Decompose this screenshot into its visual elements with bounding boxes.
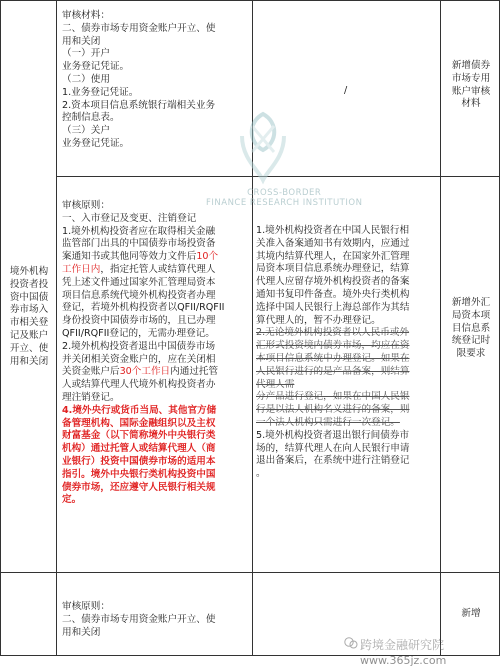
text-line: 审核原则： [62,601,110,612]
text-run: 审核原则： [62,200,110,211]
text-line: 用和关闭 [9,355,49,367]
col-border-left [0,0,1,656]
text-run: 项目信息系统代境外机构投资者办理 [62,289,216,301]
text-run: 监管部门出具的中国债券市场投资备 [62,238,216,250]
text-line: 用和关闭 [62,35,101,47]
row3-review-principles-cell [62,601,250,639]
text-line [256,225,438,238]
watermark-line1: CROSS-BORDER [247,188,322,198]
text-line [62,443,250,456]
col-divider-1 [56,0,57,656]
text-run: 机构）通过托管人或结算代理人（商 [62,443,216,455]
text-run: 财富基金（以下简称境外中央银行类 [62,430,216,442]
text-line [256,251,438,264]
text-line [256,289,438,302]
text-run: ，指定托管人或结算代理人 [100,263,216,275]
text-line: （二）使用 [62,73,110,85]
text-line [62,418,250,431]
text-line [256,276,438,289]
text-line: 1.业务登记凭证。 [62,86,139,98]
col-divider-3 [440,0,441,656]
text-run: 关准入备案通知书有效期内，应通过 [256,237,410,249]
text-line [256,238,438,251]
text-line [62,290,250,303]
text-run: 1.境外机构投资者应在取得相关金融 [62,225,216,237]
text-line [62,354,250,367]
row1-remark-cell [444,60,498,111]
row1-empty-mark: / [344,85,348,96]
text-run: 局资本项目信息系统办理登记，结算 [256,263,410,275]
text-line [256,468,438,481]
text-line [62,200,250,213]
text-line: 账户审核 [451,85,491,97]
row1-review-materials-cell [62,10,250,151]
text-line [62,341,250,354]
text-line [62,482,250,495]
text-line: 材料 [461,98,481,110]
text-run: 10个 [196,251,219,263]
text-line: 业务登记凭证。 [62,137,130,149]
text-line: 2.资本项目信息系统银行端相关业务 [62,99,216,111]
text-run: 人民银行进行的是产品备案，则结算 [256,365,410,377]
text-run: 5.境外机构投资者退出银行间债券市 [256,429,410,441]
row-divider-2 [0,572,500,573]
row2-remark-cell [444,297,498,361]
text-run: 算代理人的，暂不办理登记。 [256,314,381,326]
text-line [256,327,438,340]
text-line [256,417,438,430]
text-line [256,443,438,456]
text-run: 。 [256,468,266,480]
text-line [62,213,250,226]
text-run: 代理人应留存境外机构投资者的备案 [256,276,410,288]
text-run: 一个法人机构只需进行一次登记。 [256,416,400,428]
text-line [62,456,250,469]
text-line: （三）关户 [62,125,110,137]
text-run: 指引。境外中央银行类机构投资中国 [62,468,216,480]
text-line: 券市场入 [9,304,49,316]
text-run: 人或结算代理人代境外机构投资者办 [62,379,216,391]
text-line [256,315,438,328]
text-line [62,405,250,418]
text-line: 限要求 [456,348,486,360]
text-run: 30个工作日 [119,366,171,378]
text-line [62,430,250,443]
text-line [62,264,250,277]
text-line: 用和关闭 [62,626,101,638]
text-run: 备管理机构、国际金融组织以及主权 [62,417,216,429]
text-line: 目信息系 [451,322,491,334]
text-line: 控制信息表。 [62,112,120,124]
text-run: 退出备案后，在系统中进行注销登记 [256,455,410,467]
row2-review-principles-cell [62,200,250,507]
text-run: 通知书复印件备查。境外央行类机构 [256,288,410,300]
text-run: 汇形式投资境内债券市场，均应在资 [256,340,410,352]
watermark-bottom [360,636,500,667]
text-run: 代理人需 [256,378,295,390]
text-line [256,340,438,353]
text-run: 债券市场，还应遵守人民银行相关规 [62,481,216,493]
text-line [256,404,438,417]
watermark-bottom-text: 跨境金融研究院 [360,638,445,652]
watermark-line2: FINANCE RESEARCH INSTITUTION [206,198,363,208]
text-line: （一）开户 [62,48,110,60]
text-line: 境外机构 [9,266,49,277]
text-line [62,251,250,264]
text-run: 并关闭相关资金账户的，应在关闭相 [62,353,216,365]
row3-remark-cell [444,608,498,621]
text-run: 1.境外机构投资者在中国人民银行相 [256,225,410,236]
text-run: 关资金账户后 [62,366,120,378]
text-line: 记及账户 [9,329,49,341]
text-line [62,226,250,239]
text-line [256,366,438,379]
text-run: 一、入市登记及变更、注销登记 [62,212,197,224]
text-line [62,366,250,379]
text-run: 定。 [62,494,82,506]
text-line: 市相关登 [9,317,49,329]
text-run: 身份投资中国债券市场的，且已办理 [62,315,216,327]
text-line [62,302,250,315]
text-line [256,379,438,392]
text-line: 新增债券 [451,60,491,71]
text-line [256,430,438,443]
text-line: 统登记时 [451,335,491,347]
text-run: 2.无论境外机构投资者以人民币或外 [256,327,410,339]
text-line [256,302,438,315]
text-run: 场的，结算代理人在向人民银行申请 [256,442,410,454]
text-line [62,277,250,290]
text-run: 4.境外央行或货币当局、其他官方储 [62,404,217,416]
text-line [62,494,250,507]
text-line [62,379,250,392]
text-run: 理注销登记。 [62,391,120,403]
text-line [256,455,438,468]
text-run: 登记，若境外机构投资者以QFII/RQFII [62,302,225,314]
text-line [62,238,250,251]
text-run: 本项目信息系统中办理登记。如果在 [256,352,410,364]
text-line [62,469,250,482]
text-line: 局资本项 [451,309,491,321]
text-line: 二、债券市场专用资金账户开立、使 [62,613,216,625]
text-run: 案通知书或其他同等效力文件后 [62,251,197,263]
text-line [62,392,250,405]
text-line: 投资者投 [9,278,49,290]
text-line: 市场专用 [451,72,491,84]
text-line: 新增 [461,608,481,619]
text-run: 凭上述文件通过国家外汇管理局资本 [62,276,216,288]
text-line: 二、债券市场专用资金账户开立、使 [62,22,216,34]
table-top-border [0,0,500,1]
text-line: 审核材料： [62,10,110,21]
text-run: 工作日内 [62,263,101,275]
text-line: 新增外汇 [451,297,491,308]
text-run: 分产品进行登记，如果在中国人民银 [256,391,410,403]
wechat-icon [344,636,358,650]
text-run: QFII/RQFII登记的，无需办理登记。 [62,327,215,339]
row2-item-name-cell [3,266,55,368]
text-line [256,263,438,276]
text-run: 选择中国人民银行上海总部作为其结 [256,301,410,313]
text-line: 业务登记凭证。 [62,61,130,73]
text-line [256,353,438,366]
text-run: 内通过托管 [170,366,219,378]
row2-revised-principles-cell [256,225,438,481]
text-line [256,391,438,404]
text-line: 资中国债 [9,291,49,303]
col-divider-2 [252,0,253,656]
text-run: 其境内结算代理人，在国家外汇管理 [256,250,410,262]
text-line [62,328,250,341]
text-run: 业银行）投资中国债券市场的适用本 [62,455,216,467]
text-run: 2.境外机构投资者退出中国债券市场 [62,340,216,352]
text-line: 开立、使 [9,342,49,354]
text-line [62,315,250,328]
watermark-site-text: www.365jz.com [360,654,447,667]
text-run: 行是以法人机构名义进行的备案，则 [256,404,410,416]
